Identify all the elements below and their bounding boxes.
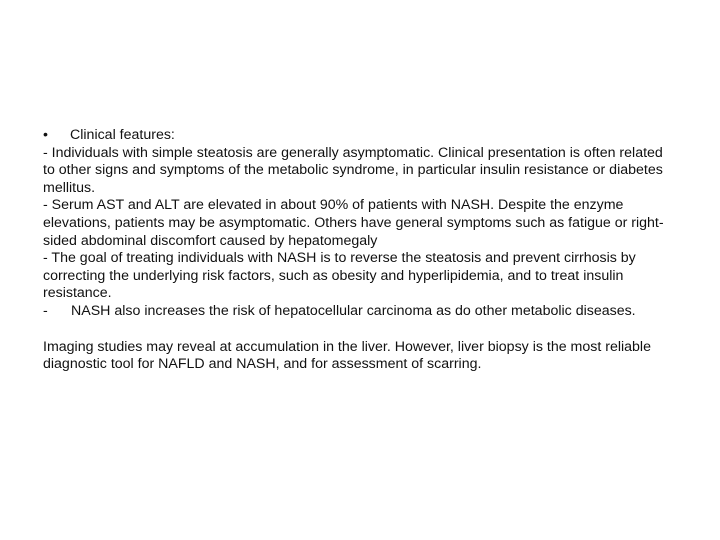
heading-text: Clinical features: — [70, 127, 175, 143]
point-serum-ast-alt: - Serum AST and ALT are elevated in about 90% of patients with NASH. Despite the enzyme elevations, patients may be asymptomatic. Others have general symptoms such as fatigue or right-sided abdominal discomfort caused by hepatomegaly — [43, 197, 664, 249]
clinical-features-heading — [43, 127, 675, 145]
slide-body — [43, 127, 675, 374]
bullet-icon: • — [43, 127, 48, 143]
point-hcc-risk — [43, 303, 675, 321]
point-treatment-goal: - The goal of treating individuals with NASH is to reverse the steatosis and prevent cirrhosis by correcting the underlying risk factors, such as obesity and hyperlipidemia, and to treat insulin resistance. — [43, 250, 636, 302]
dash-marker: - — [43, 302, 48, 319]
point-hcc-risk-text: NASH also increases the risk of hepatocellular carcinoma as do other metabolic diseases. — [71, 302, 636, 319]
point-simple-steatosis: - Individuals with simple steatosis are generally asymptomatic. Clinical presentation is often related to other signs and symptoms of the metabolic syndrome, in particular insulin resistance or diabetes mellitus. — [43, 144, 663, 196]
closing-paragraph: Imaging studies may reveal at accumulation in the liver. However, liver biopsy is the most reliable diagnostic tool for NAFLD and NASH, and for assessment of scarring. — [43, 338, 651, 373]
spacer — [43, 321, 675, 339]
